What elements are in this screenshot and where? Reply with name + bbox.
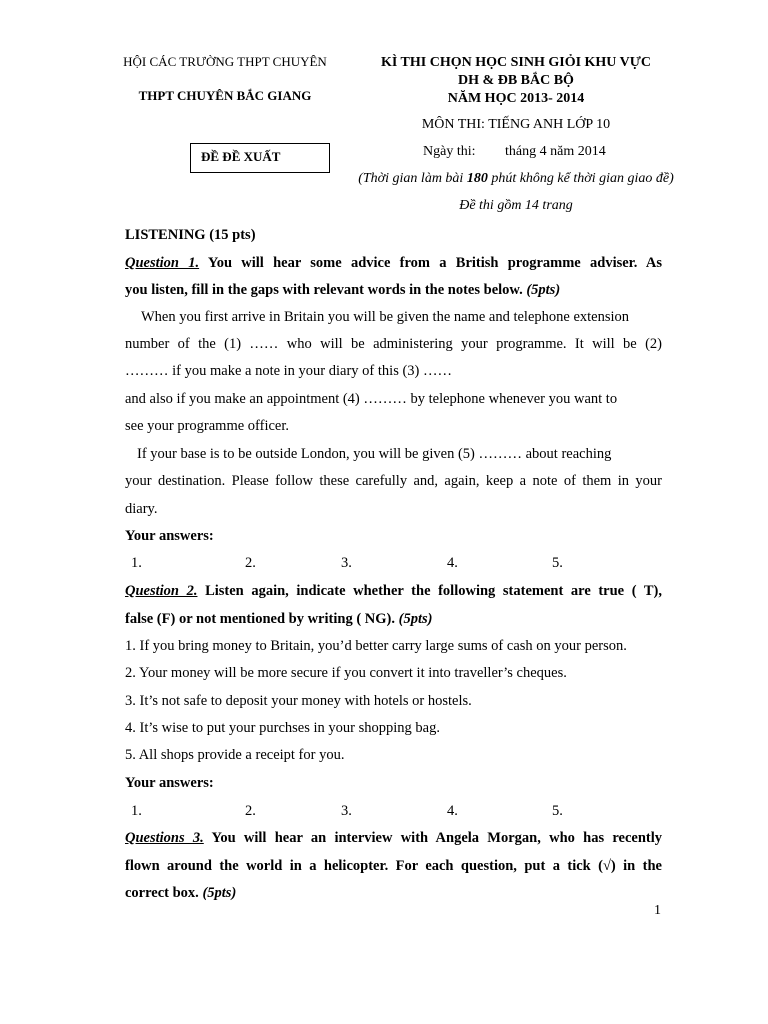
q1-answer-number: 4. (447, 555, 458, 571)
time-allowed: (Thời gian làm bài 180 phút không kể thời gian giao đề) (358, 171, 674, 186)
q2-statement: 3. It’s not safe to deposit your money with hotels or hostels. (125, 693, 472, 709)
exam-subject: MÔN THI: TIẾNG ANH LỚP 10 (421, 117, 611, 132)
q2-answer-number: 1. (131, 803, 142, 819)
q1-answers-label: Your answers: (125, 528, 214, 544)
q1-text-line: your destination. Please follow these carefully and, again, keep a note of them in your (125, 473, 662, 489)
q2-answer-number: 4. (447, 803, 458, 819)
exam-date-label: Ngày thi: (423, 144, 476, 159)
q2-statement: 4. It’s wise to put your purchses in your shopping bag. (125, 720, 440, 736)
exam-date-value: tháng 4 năm 2014 (505, 144, 606, 159)
q1-instruction-line2: you listen, fill in the gaps with relevant words in the notes below. (5pts) (125, 282, 561, 298)
school-name: THPT CHUYÊN BẮC GIANG (138, 88, 312, 103)
q2-statement: 1. If you bring money to Britain, you’d better carry large sums of cash on your person. (125, 638, 627, 654)
section-title: LISTENING (15 pts) (125, 227, 256, 243)
q3-instruction-line3: correct box. (5pts) (125, 885, 237, 901)
q2-instruction-line2: false (F) or not mentioned by writing ( NG). (5pts) (125, 611, 433, 627)
q1-answer-number: 2. (245, 555, 256, 571)
page-count-note: Đề thi gồm 14 trang (459, 198, 573, 213)
q3-instruction-line1: Questions 3. You will hear an interview with Angela Morgan, who has recently (125, 830, 662, 846)
school-association: HỘI CÁC TRƯỜNG THPT CHUYÊN (123, 54, 327, 69)
q2-label: Question 2. (125, 583, 198, 599)
q2-answers-label: Your answers: (125, 775, 214, 791)
page-number: 1 (654, 903, 661, 918)
q2-statement: 5. All shops provide a receipt for you. (125, 747, 345, 763)
proposal-box: ĐỀ ĐỀ XUẤT (190, 143, 330, 173)
q1-text-line: If your base is to be outside London, you will be given (5) ……… about reaching (137, 446, 612, 462)
q1-text-line: ……… if you make a note in your diary of this (3) …… (125, 363, 452, 379)
q1-answer-number: 1. (131, 555, 142, 571)
exam-region: DH & ĐB BẮC BỘ (458, 73, 574, 88)
school-year: NĂM HỌC 2013- 2014 (447, 91, 585, 106)
q3-label: Questions 3. (125, 830, 204, 846)
q1-text-line: When you first arrive in Britain you will be given the name and telephone extension (141, 309, 630, 325)
q1-text-line: and also if you make an appointment (4) ……… by telephone whenever you want to (125, 391, 618, 407)
q1-answer-number: 3. (341, 555, 352, 571)
q1-text-line: see your programme officer. (125, 418, 290, 434)
q2-statement: 2. Your money will be more secure if you convert it into traveller’s cheques. (125, 665, 567, 681)
q1-answer-number: 5. (552, 555, 563, 571)
exam-title: KÌ THI CHỌN HỌC SINH GIỎI KHU VỰC (380, 55, 652, 70)
q2-answer-number: 5. (552, 803, 563, 819)
q1-instruction-line1: Question 1. You will hear some advice from a British programme adviser. As (125, 255, 662, 271)
q2-answer-number: 3. (341, 803, 352, 819)
q2-instruction-line1: Question 2. Listen again, indicate whether the following statement are true ( T), (125, 583, 662, 599)
q3-instruction-line2: flown around the world in a helicopter. For each question, put a tick (√) in the (125, 858, 662, 874)
q1-text-line: number of the (1) …… who will be administering your programme. It will be (2) (125, 336, 662, 352)
q2-answer-number: 2. (245, 803, 256, 819)
q1-label: Question 1. (125, 255, 200, 271)
q1-text-line: diary. (125, 501, 158, 517)
